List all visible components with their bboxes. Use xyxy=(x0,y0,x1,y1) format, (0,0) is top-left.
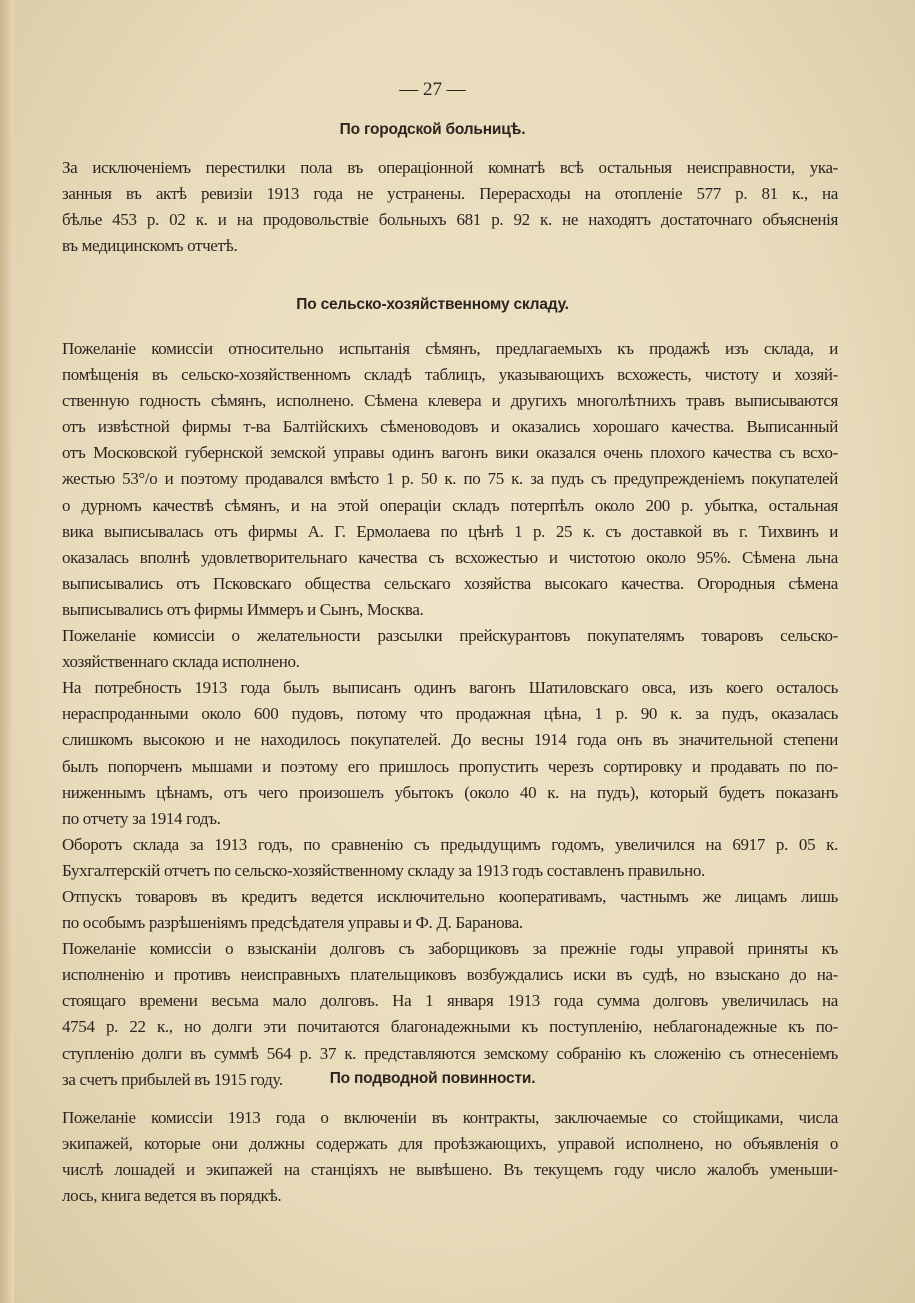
text-line: 4754 р. 22 к., но долги эти почитаются благонадежными къ поступленію, неблагонадежные къ по- xyxy=(62,1017,838,1037)
paragraph xyxy=(62,623,838,675)
text-line: экипажей, которые они должны содержать для проѣзжающихъ, управой исполнено, но объявленія о xyxy=(62,1134,838,1154)
text-line: Оборотъ склада за 1913 годъ, по сравненію съ предыдущимъ годомъ, увеличился на 6917 р. 05 к. xyxy=(62,834,838,854)
section-heading-cartage-duty: По подводной повинности. xyxy=(329,1070,536,1087)
text-line: вика выписывалась отъ фирмы А. Г. Ермолаева по цѣнѣ 1 р. 25 к. съ доставкой въ г. Тихвинъ и xyxy=(62,521,838,541)
text-line: по отчету за 1914 годъ. xyxy=(62,808,221,828)
text-line: по особымъ разрѣшеніямъ предсѣдателя управы и Ф. Д. Баранова. xyxy=(62,913,523,933)
text-line: числѣ лошадей и экипажей на станціяхъ не вывѣшено. Въ текущемъ году число жалобъ уменьши- xyxy=(62,1160,838,1180)
text-line: Пожеланіе комиссіи о желательности разсылки прейскурантовъ покупателямъ товаровъ сельско- xyxy=(62,626,838,646)
text-line: занныя въ актѣ ревизіи 1913 года не устранены. Перерасходы на отопленіе 577 р. 81 к., на xyxy=(62,184,838,204)
section-body-agricultural-warehouse xyxy=(62,336,838,1093)
text-line: лось, книга ведется въ порядкѣ. xyxy=(62,1186,282,1206)
text-line: Пожеланіе комиссіи о взысканіи долговъ съ заборщиковъ за прежніе годы управой приняты къ xyxy=(62,939,838,959)
text-line: ниженнымъ цѣнамъ, отъ чего произошелъ убытокъ (около 40 к. на пудъ), который будетъ показанъ xyxy=(62,782,838,802)
text-line: отъ Московской губернской земской управы одинъ вагонъ вики оказался очень плохого качества съ всхо- xyxy=(62,443,838,463)
text-line: въ медицинскомъ отчетѣ. xyxy=(62,236,238,256)
section-body-hospital xyxy=(62,155,838,259)
text-line: за счетъ прибылей въ 1915 году. xyxy=(62,1069,283,1089)
text-line: отъ извѣстной фирмы т-ва Балтійскихъ сѣменоводовъ и оказались хорошаго качества. Выписанный xyxy=(62,417,838,437)
text-line: о дурномъ качествѣ сѣмянъ, и на этой операціи складъ потерпѣлъ около 200 р. убытка, остальная xyxy=(62,495,838,515)
text-line: За исключеніемъ перестилки пола въ операціонной комнатѣ всѣ остальныя неисправности, ука- xyxy=(62,158,838,177)
text-line: Бухгалтерскій отчетъ по сельско-хозяйственному складу за 1913 годъ составленъ правильно. xyxy=(62,860,705,880)
text-line: исполненію и противъ неисправныхъ плательщиковъ возбуждались иски въ судѣ, но взыскано до на- xyxy=(62,965,838,985)
text-line: оказалась вполнѣ удовлетворительнаго качества съ всхожестью и чистотою около 95%. Сѣмена льна xyxy=(62,547,838,567)
text-line: выписывались отъ фирмы Иммеръ и Сынъ, Москва. xyxy=(62,599,424,619)
text-line: стоящаго времени весьма мало долговъ. На 1 января 1913 года сумма долговъ увеличилась на xyxy=(62,991,838,1011)
section-heading-agricultural-warehouse: По сельско-хозяйственному складу. xyxy=(296,296,569,313)
text-line: Пожеланіе комиссіи относительно испытанія сѣмянъ, предлагаемыхъ къ продажѣ изъ склада, и xyxy=(62,339,838,358)
text-line: Пожеланіе комиссіи 1913 года о включеніи въ контракты, заключаемые со стойщиками, числа xyxy=(62,1108,838,1127)
page-number: — 27 — xyxy=(399,79,466,100)
paragraph xyxy=(62,675,838,832)
text-line: слишкомъ высокою и не находилось покупателей. До весны 1914 года онъ въ значительной степени xyxy=(62,730,838,750)
text-line: ственную годность сѣмянъ, исполнено. Сѣмена клевера и другихъ многолѣтнихъ травъ выписываются xyxy=(62,391,838,411)
paragraph xyxy=(62,336,838,623)
text-line: бѣлье 453 р. 02 к. и на продовольствіе больныхъ 681 р. 92 к. не находятъ достаточнаго объясненія xyxy=(62,210,838,230)
text-line: выписывались отъ Псковскаго общества сельскаго хозяйства высокаго качества. Огородныя сѣмена xyxy=(62,573,838,593)
text-line: Отпускъ товаровъ въ кредитъ ведется исключительно кооперативамъ, частнымъ же лицамъ лишь xyxy=(62,886,838,906)
page-edge-shadow xyxy=(0,0,14,1303)
section-body-cartage-duty xyxy=(62,1105,838,1209)
text-line: хозяйственнаго склада исполнено. xyxy=(62,652,300,672)
section-heading-hospital: По городской больницѣ. xyxy=(339,121,526,138)
paragraph xyxy=(62,884,838,936)
text-line: ступленію долги въ суммѣ 564 р. 37 к. представляются земскому собранію къ сложенію съ отнесеніемъ xyxy=(62,1043,838,1063)
paragraph xyxy=(62,155,838,259)
text-line: былъ попорченъ мышами и поэтому его пришлось пропустить черезъ сортировку и продавать по по- xyxy=(62,756,838,776)
text-line: нераспроданными около 600 пудовъ, потому что продажная цѣна, 1 р. 90 к. за пудъ, оказалась xyxy=(62,704,838,724)
text-line: На потребность 1913 года былъ выписанъ одинъ вагонъ Шатиловскаго овса, изъ коего осталось xyxy=(62,678,838,698)
paragraph xyxy=(62,832,838,884)
text-line: помѣщенія въ сельско-хозяйственномъ складѣ таблицъ, указывающихъ всхожесть, чистоту и хозяй- xyxy=(62,365,838,385)
text-line: жестью 53°/о и поэтому продавался вмѣсто 1 р. 50 к. по 75 к. за пудъ съ предупрежденіемъ покупателей xyxy=(62,469,838,489)
paragraph xyxy=(62,1105,838,1209)
